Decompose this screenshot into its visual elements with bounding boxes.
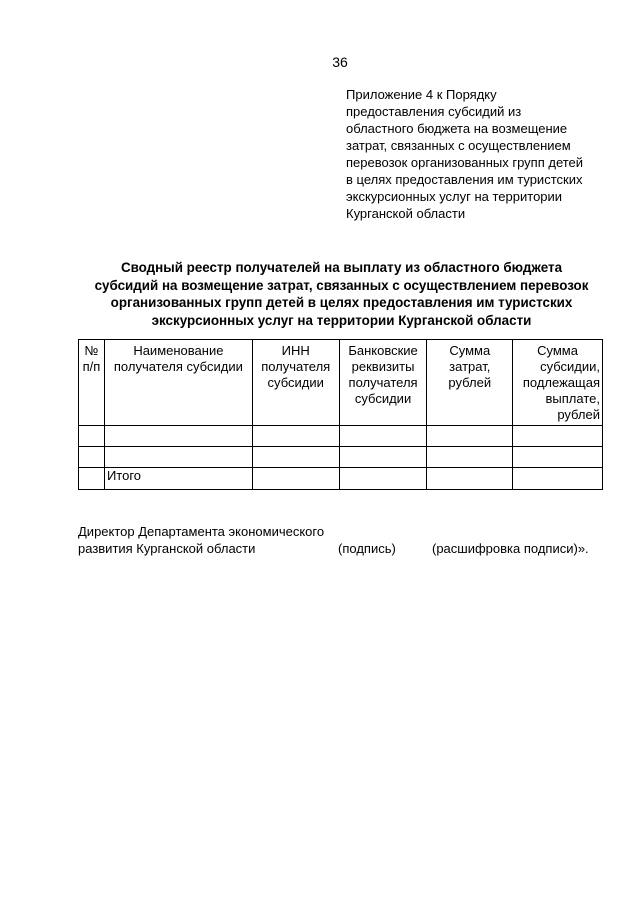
header-text: субсидии [354,391,412,406]
header-text: получателя [261,359,331,374]
header-text: ИНН [281,343,310,358]
header-text: выплате, [545,391,600,406]
header-recipient-name [104,340,252,426]
appendix-line: перевозок организованных групп детей [346,155,584,170]
header-text: рублей [448,375,492,390]
table-row [79,447,603,468]
signature-placeholder: (подпись) [338,541,396,556]
table-cell [427,447,513,468]
title-line: организованных групп детей в целях предоставления им туристских [110,295,573,310]
table-total-row [79,468,603,490]
header-text: рублей [557,407,600,422]
document-title [78,259,605,329]
appendix-line: экскурсионных услуг на территории [346,189,563,204]
table-cell [252,447,339,468]
header-text: реквизиты [351,359,415,374]
table-cell [79,426,105,447]
total-label: Итого [104,468,252,490]
header-text: п/п [82,359,101,374]
appendix-line: Курганской области [346,206,466,221]
title-line: субсидий на возмещение затрат, связанных с осуществлением перевозок [94,277,589,293]
header-text: подлежащая [522,375,600,390]
signature-line [78,540,618,557]
header-text: получателя [348,375,418,390]
table-cell [427,468,513,490]
table-cell [79,447,105,468]
registry-table [78,339,603,490]
header-subsidy-amount [513,340,603,426]
appendix-line: затрат, связанных с осуществлением [346,138,571,153]
table-cell [513,426,603,447]
appendix-note [346,86,616,222]
signatory-position-line1: Директор Департамента экономического [78,524,325,539]
appendix-line: в целях предоставления им туристских [346,172,583,187]
table-cell [513,447,603,468]
appendix-line: областного бюджета на возмещение [346,121,568,136]
header-text: затрат, [449,359,491,374]
appendix-line: Приложение 4 к Порядку [346,87,497,102]
header-text: получателя субсидии [113,359,243,374]
header-text: Сумма [537,343,578,358]
table-cell [104,447,252,468]
signature-block [78,523,618,557]
table-cell [339,426,427,447]
table-cell [252,468,339,490]
table-row [79,426,603,447]
table-header-row [79,340,603,426]
table-cell [104,426,252,447]
header-text: Сумма [449,343,491,358]
page-number: 36 [332,54,348,70]
header-text: Банковские [348,343,418,358]
header-inn [252,340,339,426]
appendix-line: предоставления субсидий из [346,104,522,119]
signature-decode-placeholder: (расшифровка подписи)». [432,541,589,556]
header-number [79,340,105,426]
title-line: экскурсионных услуг на территории Курганской области [151,312,532,328]
table-cell [427,426,513,447]
signatory-position-line2: развития Курганской области [78,541,256,556]
table-cell [79,468,105,490]
title-line: Сводный реестр получателей на выплату из областного бюджета [120,260,563,275]
table-cell [252,426,339,447]
header-bank-details [339,340,427,426]
table-cell [339,447,427,468]
table-cell [513,468,603,490]
table-cell [339,468,427,490]
header-text: № [84,343,99,358]
header-text: субсидии, [540,359,600,374]
header-text: субсидии [267,375,324,390]
header-costs-amount [427,340,513,426]
header-text: Наименование [133,343,224,358]
